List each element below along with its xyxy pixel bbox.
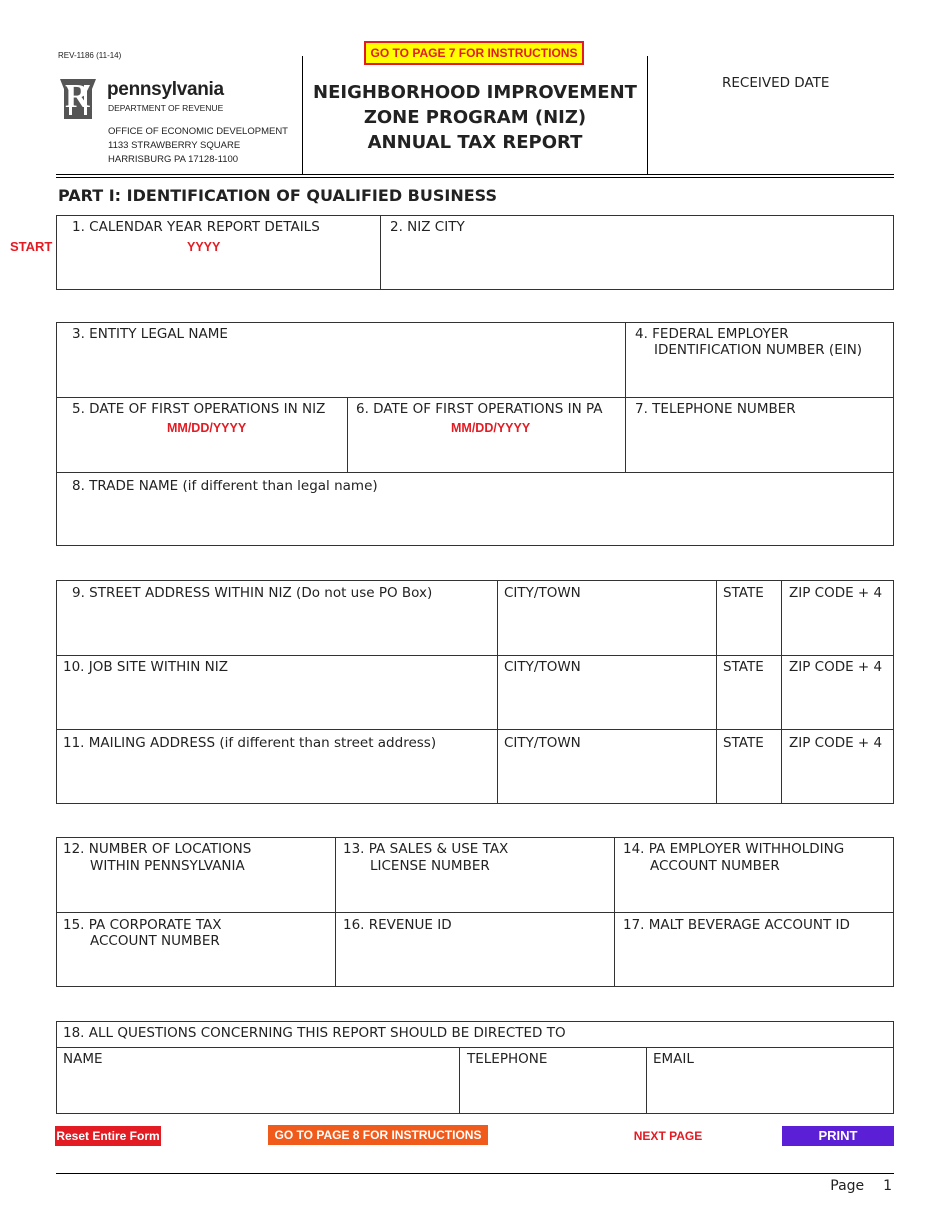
field-hint: MM/DD/YYYY [451, 421, 531, 435]
malt-beverage-field[interactable] [615, 913, 893, 986]
job-site-state-field[interactable] [717, 656, 781, 729]
brand-department: DEPARTMENT OF REVENUE [108, 103, 224, 113]
office-line: HARRISBURG PA 17128-1100 [108, 154, 239, 165]
received-date-label: RECEIVED DATE [722, 75, 830, 91]
field-label: CITY/TOWN [504, 735, 581, 751]
street-state-field[interactable] [717, 581, 781, 655]
field-label: 6. DATE OF FIRST OPERATIONS IN PA [356, 401, 603, 417]
street-zip-field[interactable] [782, 581, 893, 655]
field-label: IDENTIFICATION NUMBER (EIN) [654, 342, 863, 358]
section-entity [56, 322, 894, 546]
field-label: CITY/TOWN [504, 585, 581, 601]
page-indicator [830, 1178, 892, 1194]
start-marker: START [10, 239, 53, 254]
field-label: 15. PA CORPORATE TAX [63, 917, 222, 933]
next-page-button[interactable]: NEXT PAGE [633, 1129, 703, 1143]
field-label: 5. DATE OF FIRST OPERATIONS IN NIZ [72, 401, 326, 417]
street-address-field[interactable] [57, 581, 497, 655]
field-label: 14. PA EMPLOYER WITHHOLDING [623, 841, 845, 857]
mailing-address-field[interactable] [57, 730, 497, 803]
mailing-city-field[interactable] [498, 730, 716, 803]
goto-page7-instructions-button[interactable]: GO TO PAGE 7 FOR INSTRUCTIONS [364, 41, 584, 65]
corporate-tax-field[interactable] [57, 913, 335, 986]
field-label: 9. STREET ADDRESS WITHIN NIZ (Do not use PO Box) [72, 585, 433, 601]
header-divider [647, 56, 648, 174]
section-contact [56, 1021, 894, 1114]
field-label: 2. NIZ CITY [390, 219, 465, 235]
field-label: LICENSE NUMBER [370, 858, 490, 874]
ein-field[interactable] [626, 323, 893, 397]
field-label: 3. ENTITY LEGAL NAME [72, 326, 228, 342]
telephone-field[interactable] [626, 398, 893, 472]
niz-city-field[interactable] [381, 216, 893, 289]
contact-telephone-field[interactable] [460, 1048, 646, 1113]
field-label: 18. ALL QUESTIONS CONCERNING THIS REPORT SHOULD BE DIRECTED TO [63, 1025, 566, 1041]
field-label: CITY/TOWN [504, 659, 581, 675]
field-label: 10. JOB SITE WITHIN NIZ [63, 659, 228, 675]
revenue-id-field[interactable] [336, 913, 614, 986]
field-label: STATE [723, 735, 764, 751]
page-number: 1 [883, 1178, 892, 1194]
field-label: 7. TELEPHONE NUMBER [635, 401, 796, 417]
form-code: REV-1186 (11-14) [58, 51, 122, 60]
section-calendar [56, 215, 894, 290]
field-label: ACCOUNT NUMBER [90, 933, 220, 949]
number-of-locations-field[interactable] [57, 838, 335, 912]
field-label: 12. NUMBER OF LOCATIONS [63, 841, 252, 857]
contact-email-field[interactable] [647, 1048, 893, 1113]
field-label: TELEPHONE [467, 1051, 548, 1067]
field-hint: YYYY [187, 240, 221, 254]
form-title [303, 80, 647, 155]
entity-legal-name-field[interactable] [57, 323, 625, 397]
page-label: Page [830, 1178, 865, 1194]
field-label: ACCOUNT NUMBER [650, 858, 780, 874]
trade-name-field[interactable] [57, 473, 893, 545]
field-label: NAME [63, 1051, 103, 1067]
field-label: STATE [723, 659, 764, 675]
print-button[interactable]: PRINT [782, 1126, 894, 1146]
first-operations-niz-field[interactable] [57, 398, 347, 472]
field-label: 8. TRADE NAME (if different than legal name) [72, 478, 378, 494]
goto-page8-instructions-button[interactable]: GO TO PAGE 8 FOR INSTRUCTIONS [268, 1125, 488, 1145]
field-label: ZIP CODE + 4 [789, 585, 883, 601]
job-site-field[interactable] [57, 656, 497, 729]
logo-letter: R [65, 78, 90, 115]
section-accounts [56, 837, 894, 987]
job-site-zip-field[interactable] [782, 656, 893, 729]
field-label: ZIP CODE + 4 [789, 659, 883, 675]
field-label: 16. REVENUE ID [343, 917, 452, 933]
header-rule [56, 174, 894, 175]
field-label: 17. MALT BEVERAGE ACCOUNT ID [623, 917, 850, 933]
field-label: 13. PA SALES & USE TAX [343, 841, 509, 857]
office-line: OFFICE OF ECONOMIC DEVELOPMENT [108, 126, 288, 137]
field-label: ZIP CODE + 4 [789, 735, 883, 751]
field-label: 11. MAILING ADDRESS (if different than street address) [63, 735, 437, 751]
contact-name-field[interactable] [57, 1048, 459, 1113]
field-hint: MM/DD/YYYY [167, 421, 247, 435]
employer-withholding-field[interactable] [615, 838, 893, 912]
first-operations-pa-field[interactable] [348, 398, 625, 472]
field-label: STATE [723, 585, 764, 601]
calendar-year-field[interactable] [57, 216, 380, 289]
mailing-zip-field[interactable] [782, 730, 893, 803]
field-label: EMAIL [653, 1051, 694, 1067]
reset-form-button[interactable]: Reset Entire Form [55, 1126, 161, 1146]
title-line: NEIGHBORHOOD IMPROVEMENT [313, 82, 637, 103]
field-label: 1. CALENDAR YEAR REPORT DETAILS [72, 219, 320, 235]
section-addresses [56, 580, 894, 804]
field-label: WITHIN PENNSYLVANIA [90, 858, 245, 874]
title-line: ZONE PROGRAM (NIZ) [363, 107, 587, 128]
street-city-field[interactable] [498, 581, 716, 655]
office-address [108, 125, 288, 167]
footer-rule [56, 1173, 894, 1174]
title-line: ANNUAL TAX REPORT [367, 132, 583, 153]
office-line: 1133 STRAWBERRY SQUARE [108, 140, 241, 151]
sales-use-tax-field[interactable] [336, 838, 614, 912]
mailing-state-field[interactable] [717, 730, 781, 803]
job-site-city-field[interactable] [498, 656, 716, 729]
header-rule [56, 177, 894, 178]
part-heading: PART I: IDENTIFICATION OF QUALIFIED BUSINESS [58, 186, 497, 205]
field-label: 4. FEDERAL EMPLOYER [635, 326, 789, 342]
brand-name: pennsylvania [107, 79, 224, 100]
